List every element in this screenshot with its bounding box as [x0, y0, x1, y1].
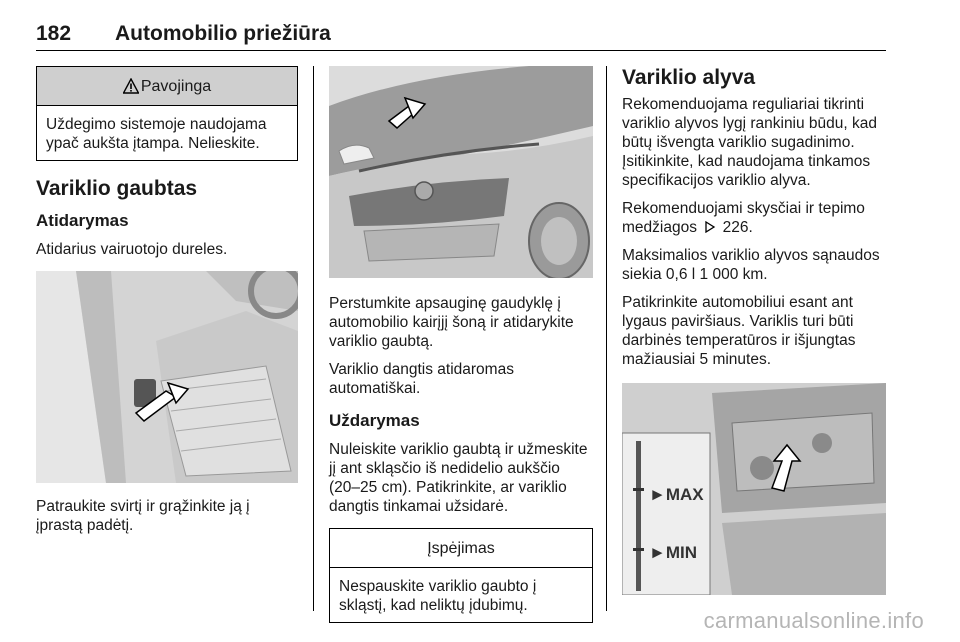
- hood-release-lever-image: [36, 271, 298, 483]
- open-hood-text: Perstumkite apsauginę gaudyklę į automobilio kairįjį šoną ir atidarykite variklio gaubtą.: [329, 295, 574, 350]
- column-divider: [606, 66, 607, 611]
- caution-box: [329, 528, 593, 623]
- subsection-title-closing: Uždarymas: [329, 411, 420, 430]
- column-1: [36, 66, 298, 535]
- watermark: carmanualsonline.info: [703, 608, 924, 633]
- lever-instruction-text: Patraukite svirtį ir grąžinkite ją į įprastą padėtį.: [36, 498, 250, 534]
- subsection-title-opening: Atidarymas: [36, 211, 129, 230]
- oil-consumption-text: Maksimalios variklio alyvos sąnaudos siekia 0,6 l 1 000 km.: [622, 247, 880, 283]
- hood-release-lever-illustration: [36, 271, 298, 483]
- oil-check-text: Rekomenduojama reguliariai tikrinti variklio alyvos lygį rankiniu būdu, kad būtų išvengta variklio sugadinimo. Įsitikinkite, kad naudojama tinkamos specifikacijos variklio alyva.: [622, 96, 878, 189]
- column-divider: [313, 66, 314, 611]
- page-header: [36, 18, 886, 51]
- closing-text: Nuleiskite variklio gaubtą ir užmeskite jį ant skląsčio iš nedidelio aukščio (20–25 cm). Patikrinkite, ar variklio dangtis tinkamai užsidarė.: [329, 441, 588, 515]
- danger-box-body: Uždegimo sistemoje naudojama ypač aukšta įtampa. Nelieskite.: [46, 116, 267, 152]
- dipstick-max-label: ►MAX: [649, 485, 704, 504]
- hood-safety-catch-image: [329, 66, 593, 278]
- column-2: [329, 66, 593, 623]
- section-title-hood: Variklio gaubtas: [36, 177, 198, 200]
- check-conditions-text: Patikrinkite automobiliui esant ant lygaus paviršiaus. Variklis turi būti darbinės temperatūros ir išjungtas mažiausiai 5 minutes.: [622, 294, 856, 368]
- section-title-engine-oil: Variklio alyva: [622, 66, 756, 89]
- dipstick-min-label: ►MIN: [649, 543, 697, 562]
- danger-box: [36, 66, 298, 161]
- danger-box-header: [37, 67, 297, 106]
- oil-dipstick-image: [622, 383, 886, 595]
- danger-box-title: Pavojinga: [140, 77, 212, 95]
- page-reference-icon: [701, 219, 722, 236]
- auto-open-text: Variklio dangtis atidaromas automatiškai.: [329, 361, 514, 397]
- caution-box-header: [330, 529, 592, 568]
- hood-safety-catch-illustration: [329, 66, 593, 278]
- recommended-fluids-label: Rekomenduojami skysčiai ir tepimo medžiagos: [622, 200, 865, 236]
- column-3: [622, 66, 888, 595]
- recommended-fluids-text: [622, 199, 888, 237]
- caution-box-body: Nespauskite variklio gaubto į skląstį, kad neliktų įdubimų.: [339, 578, 537, 614]
- page-number: 182: [36, 22, 72, 45]
- opening-text: Atidarius vairuotojo dureles.: [36, 241, 228, 258]
- caution-box-title: Įspėjimas: [427, 539, 495, 557]
- warning-triangle-icon: [123, 78, 139, 94]
- page-reference-link[interactable]: 226.: [722, 219, 753, 236]
- chapter-title: Automobilio priežiūra: [115, 22, 331, 45]
